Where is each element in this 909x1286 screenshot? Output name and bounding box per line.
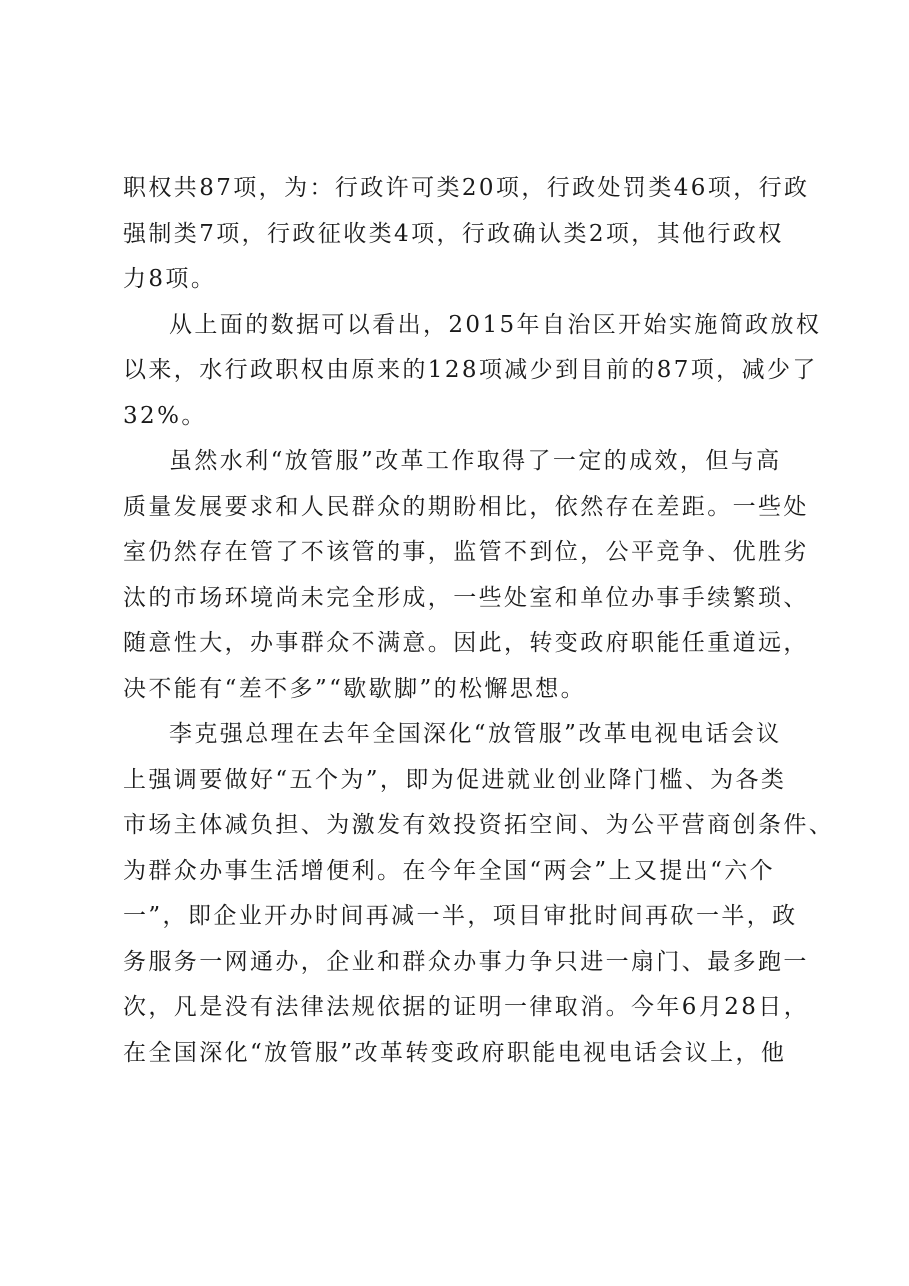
text-line: 市场主体减负担、为激发有效投资拓空间、为公平营商创条件、: [123, 812, 835, 838]
text-line: 虽然水利“放管服”改革工作取得了一定的成效，但与高: [169, 448, 782, 474]
text-line: 32%。: [123, 402, 207, 429]
paragraph-1: [123, 166, 810, 303]
paragraph-3: [123, 439, 809, 712]
text-line: 质量发展要求和人民群众的期盼相比，依然存在差距。一些处: [123, 493, 809, 520]
text-line: 在全国深化“放管服”改革转变政府职能电视电话会议上，他: [123, 1039, 787, 1066]
text-line: 李克强总理在去年全国深化“放管服”改革电视电话会议: [169, 721, 782, 747]
text-line: 为群众办事生活增便利。在今年全国“两会”上又提出“六个: [123, 857, 776, 884]
document-body: [123, 166, 835, 1076]
text-line: 随意性大，办事群众不满意。因此，转变政府职能任重道远，: [123, 630, 809, 656]
paragraph-4: [123, 712, 835, 1076]
text-line: 以来，水行政职权由原来的128项减少到目前的87项，减少了: [123, 357, 818, 383]
text-line: 一”，即企业开办时间再减一半，项目审批时间再砍一半，政: [123, 903, 798, 929]
text-line: 力8项。: [123, 266, 217, 292]
text-line: 务服务一网通办，企业和群众办事力争只进一扇门、最多跑一: [123, 948, 809, 975]
text-line: 强制类7项，行政征收类4项，行政确认类2项，其他行政权: [123, 220, 784, 247]
text-line: 汰的市场环境尚未完全形成，一些处室和单位办事手续繁琐、: [123, 584, 809, 611]
paragraph-2: [123, 303, 822, 440]
text-line: 次，凡是没有法律法规依据的证明一律取消。今年6月28日，: [123, 994, 810, 1020]
text-line: 上强调要做好“五个为”，即为促进就业创业降门槛、为各类: [123, 766, 787, 793]
text-line: 决不能有“差不多”“歇歇脚”的松懈思想。: [123, 675, 587, 702]
text-line: 室仍然存在管了不该管的事，监管不到位，公平竞争、优胜劣: [123, 539, 809, 565]
text-line: 从上面的数据可以看出，2015年自治区开始实施简政放权: [169, 311, 822, 338]
text-line: 职权共87项，为：行政许可类20项，行政处罚类46项，行政: [123, 175, 810, 201]
